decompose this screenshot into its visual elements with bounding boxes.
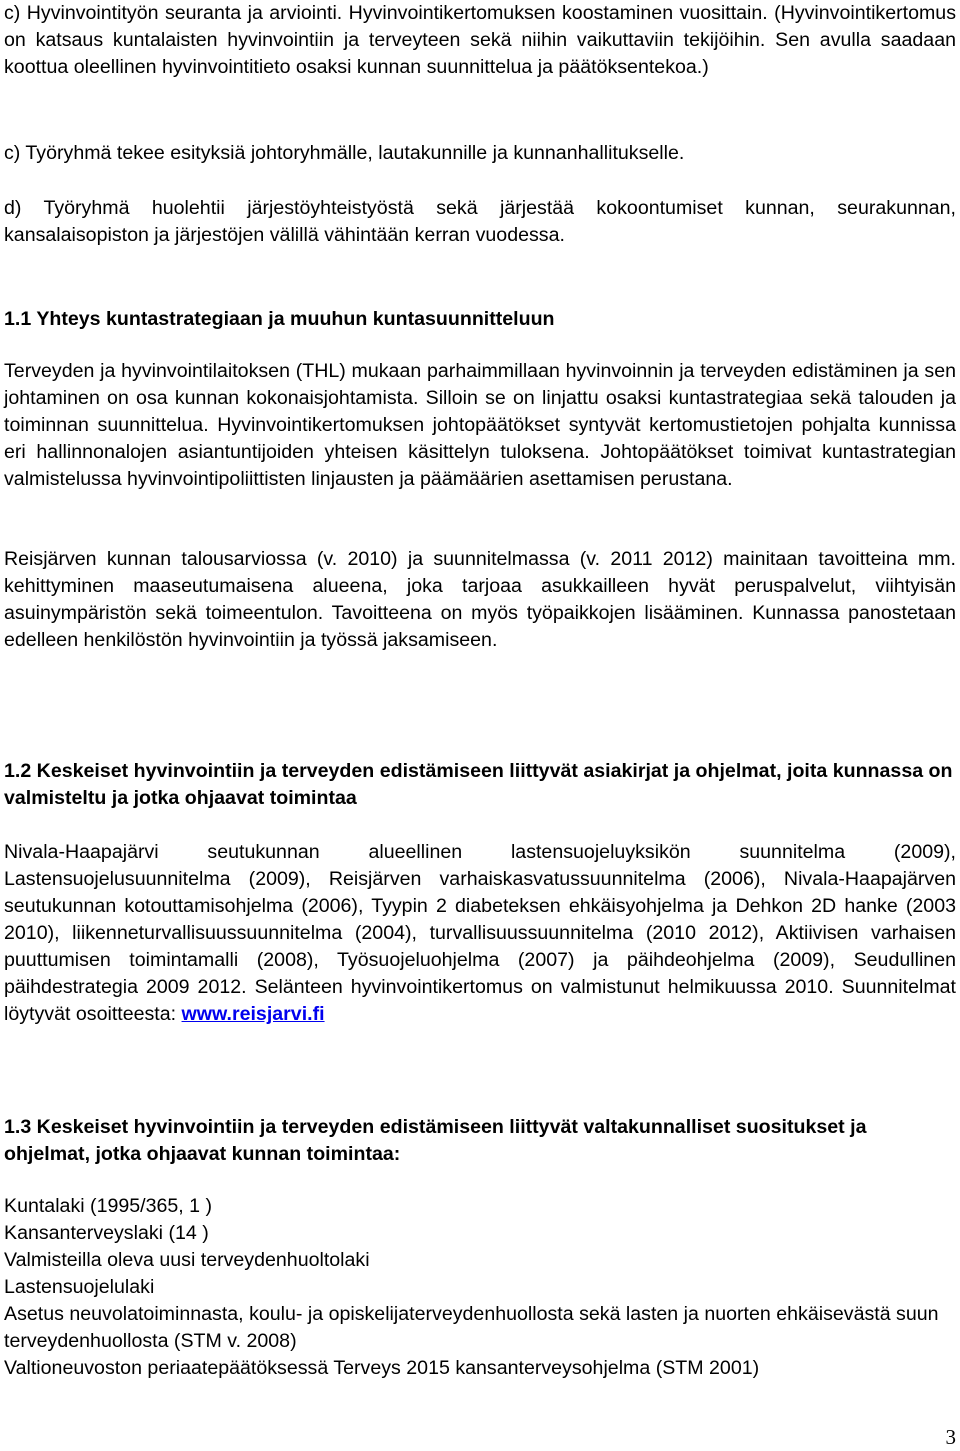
section-1-3-heading: 1.3 Keskeiset hyvinvointiin ja terveyden edistämiseen liittyvät valtakunnalliset suositukset ja ohjelmat, jotka ohjaavat kunnan toimintaa: <box>4 1116 867 1165</box>
list-item: Valmisteilla oleva uusi terveydenhuoltolaki <box>4 1249 370 1271</box>
list-item: Asetus neuvolatoiminnasta, koulu- ja opiskelijaterveydenhuollosta sekä lasten ja nuorten ehkäisevästä suun terveydenhuollosta (STM v. 2008) <box>4 1303 939 1352</box>
page-number: 3 <box>945 1425 956 1449</box>
list-item: Kuntalaki (1995/365, 1 ) <box>4 1195 213 1217</box>
list-item: Lastensuojelulaki <box>4 1276 155 1298</box>
section-1-1-paragraph-2: Reisjärven kunnan talousarviossa (v. 2010) ja suunnitelmassa (v. 2011 2012) mainitaan tavoitteina mm. kehittyminen maaseutumaisena alueena, joka tarjoaa asukkailleen hyvät peruspalvelut, viihtyisän asuinympäristön sekä toimeentulon. Tavoitteena on myös työpaikkojen lisääminen. Kunnassa panostetaan edelleen henkilöstön hyvinvointiin ja työssä jaksamiseen. <box>4 548 956 651</box>
section-1-2-heading: 1.2 Keskeiset hyvinvointiin ja terveyden edistämiseen liittyvät asiakirjat ja ohjelmat, joita kunnassa on valmisteltu ja jotka ohjaavat toimintaa <box>4 760 953 809</box>
reisjarvi-link[interactable]: www.reisjarvi.fi <box>181 1003 325 1025</box>
item-c-wellbeing-monitoring: c) Hyvinvointityön seuranta ja arviointi. Hyvinvointikertomuksen koostaminen vuosittain. (Hyvinvointikertomus on katsaus kuntalaisten hyvinvointiin ja terveyteen sekä niihin vaikuttaviin tekijöihin. Sen avulla saadaan koottua oleellinen hyvinvointitieto osaksi kunnan suunnittelua ja päätöksentekoa.) <box>4 2 956 78</box>
section-1-1-paragraph-1: Terveyden ja hyvinvointilaitoksen (THL) mukaan parhaimmillaan hyvinvoinnin ja terveyden edistäminen ja sen johtaminen on osa kunnan kokonaisjohtamista. Silloin se on linjattu osaksi kuntastrategiaa sekä talouden ja toiminnan suunnittelua. Hyvinvointikertomuksen johtopäätökset syntyvät kertomustietojen pohjalta kunnissa eri hallinnonalojen asiantuntijoiden yhteisen käsittelyn tuloksena. Johtopäätökset toimivat kuntastrategian valmistelussa hyvinvointipoliittisten linjausten ja päämäärien asettamisen perustana. <box>4 360 956 490</box>
section-1-3-list <box>4 1193 956 1382</box>
item-d-organizations: d) Työryhmä huolehtii järjestöyhteistyöstä sekä järjestää kokoontumiset kunnan, seurakunnan, kansalaisopiston ja järjestöjen välillä vähintään kerran vuodessa. <box>4 197 956 246</box>
section-1-2-paragraph <box>4 839 956 1028</box>
list-item: Kansanterveyslaki (14 ) <box>4 1222 209 1244</box>
section-1-1-heading: 1.1 Yhteys kuntastrategiaan ja muuhun kuntasuunnitteluun <box>4 308 555 330</box>
section-1-2-text: Nivala-Haapajärvi seutukunnan alueellinen lastensuojeluyksikön suunnitelma (2009), Lastensuojelusuunnitelma (2009), Reisjärven varhaiskasvatussuunnitelma (2006), Nivala-Haapajärven seutukunnan kotouttamisohjelma (2006), Tyypin 2 diabeteksen ehkäisyohjelma ja Dehkon 2D hanke (2003 2010), liikenneturvallisuussuunnitelma (2004), turvallisuussuunnitelma (2010 2012), Aktiivisen varhaisen puuttumisen toimintamalli (2008), Työsuojeluohjelma (2007) ja päihdeohjelma (2009), Seudullinen päihdestrategia 2009 2012. Selänteen hyvinvointikertomus on valmistunut helmikuussa 2010. Suunnitelmat löytyvät osoitteesta: <box>4 841 956 1025</box>
item-c-workgroup: c) Työryhmä tekee esityksiä johtoryhmälle, lautakunnille ja kunnanhallitukselle. <box>4 142 685 164</box>
list-item: Valtioneuvoston periaatepäätöksessä Terveys 2015 kansanterveysohjelma (STM 2001) <box>4 1357 760 1379</box>
